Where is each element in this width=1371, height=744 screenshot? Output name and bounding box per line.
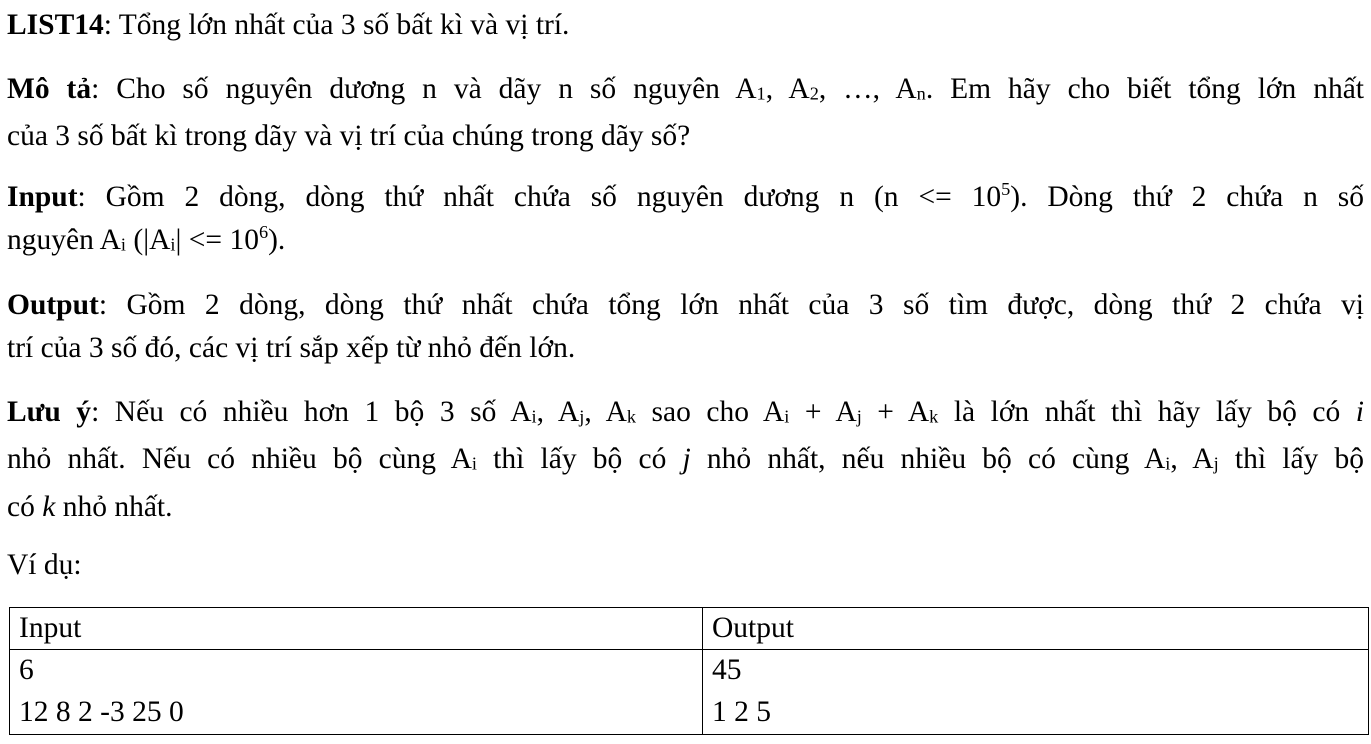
example-label: Ví dụ: [7, 549, 82, 581]
note-label: Lưu ý [7, 396, 92, 428]
table-header-input: Input [10, 608, 703, 650]
example-input-line: 12 8 2 -3 25 0 [19, 696, 184, 728]
example-input-line: 6 [19, 654, 34, 686]
description-line-1: Mô tả: Cho số nguyên dương n và dãy n số nguyên A1, A2, …, An. Em hãy cho biết tổng lớn nhất [7, 73, 1364, 105]
note-line-2: nhỏ nhất. Nếu có nhiều bộ cùng Ai thì lấy bộ có j nhỏ nhất, nếu nhiều bộ có cùng Ai, Aj thì lấy bộ [7, 443, 1365, 476]
input-spec-paragraph [7, 176, 1364, 266]
input-spec-line-1: Input: Gồm 2 dòng, dòng thứ nhất chứa số nguyên dương n $(n <= 10^5)$. Dòng thứ 2 chứa n số [7, 179, 1365, 213]
table-header-output: Output [703, 608, 1369, 650]
note-line-1: Lưu ý: Nếu có nhiều hơn 1 bộ 3 số Ai, Aj, Ak sao cho Ai + Aj + Ak là lớn nhất thì hãy lấy bộ có i [7, 396, 1364, 428]
example-output-line: 45 [712, 654, 742, 686]
example-table [9, 607, 1369, 735]
description-line-2: của 3 số bất kì trong dãy và vị trí của chúng trong dãy số? [7, 120, 691, 153]
example-output-cell [703, 650, 1369, 735]
note-line-3: có k nhỏ nhất. [7, 490, 173, 523]
table-header-row [10, 608, 1369, 650]
example-input-cell [10, 650, 703, 735]
output-spec-line-2: trí của 3 số đó, các vị trí sắp xếp từ nhỏ đến lớn. [7, 332, 576, 364]
input-spec-label: Input [7, 181, 78, 213]
description-paragraph [7, 68, 1364, 158]
output-spec-label: Output [7, 289, 99, 321]
input-spec-line-2: nguyên Ai $(|Ai| <= 10^6)$. [7, 222, 286, 256]
table-row [10, 650, 1369, 735]
problem-title [7, 4, 1364, 47]
output-spec-paragraph [7, 284, 1364, 370]
output-spec-line-1: Output: Gồm 2 dòng, dòng thứ nhất chứa tổng lớn nhất của 3 số tìm được, dòng thứ 2 chứa vị [7, 289, 1364, 321]
problem-code: LIST14 [7, 9, 104, 41]
problem-title-text: : Tổng lớn nhất của 3 số bất kì và vị trí. [103, 9, 570, 41]
description-label: Mô tả [7, 73, 92, 105]
note-paragraph [7, 391, 1364, 529]
example-output-line: 1 2 5 [712, 696, 771, 728]
